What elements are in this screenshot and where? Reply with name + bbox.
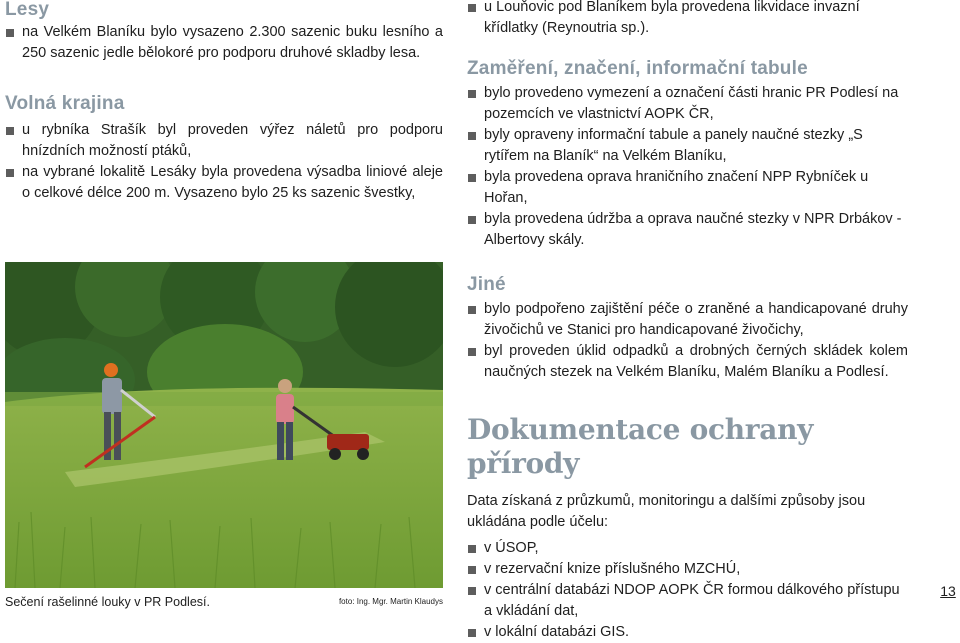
volna-krajina-list <box>5 120 443 204</box>
list-item: u Louňovic pod Blaníkem byla provedena likvidace invazní křídlatky (Reynoutria sp.). <box>467 0 908 39</box>
right-column <box>467 0 908 643</box>
list-item: na Velkém Blaníku bylo vysazeno 2.300 sazenic buku lesního a 250 sazenic jedle bělokoré pro podporu druhové skladby lesa. <box>5 22 443 64</box>
list-item: byl proveden úklid odpadků a drobných černých skládek kolem naučných stezek na Velkém Blaníku, Malém Blaníku a Podlesí. <box>467 341 908 383</box>
section-heading-lesy: Lesy <box>5 0 50 20</box>
section-heading-zamereni: Zaměření, značení, informační tabule <box>467 58 808 79</box>
caption-text: Sečení rašelinné louky v PR Podlesí. <box>5 595 210 609</box>
lesy-list <box>5 22 443 64</box>
right-top-list <box>467 0 908 39</box>
photo-credit: foto: Ing. Mgr. Martin Klaudys <box>338 597 443 606</box>
mowing-photo <box>5 262 443 588</box>
page-number: 13 <box>940 583 956 599</box>
list-item: byla provedena oprava hraničního značení NPP Rybníček u Hořan, <box>467 167 908 209</box>
section-heading-volna-krajina: Volná krajina <box>5 93 125 114</box>
list-item: v lokální databázi GIS. <box>467 622 908 643</box>
list-item: bylo provedeno vymezení a označení části hranic PR Podlesí na pozemcích ve vlastnictví AOPK ČR, <box>467 83 908 125</box>
list-item: bylo podpořeno zajištění péče o zraněné a handicapované druhy živočichů ve Stanici pro handicapované živočichy, <box>467 299 908 341</box>
list-item: byly opraveny informační tabule a panely naučné stezky „S rytířem na Blaník“ na Velkém Blaníku, <box>467 125 908 167</box>
dokumentace-list <box>467 538 908 643</box>
list-item: v ÚSOP, <box>467 538 908 559</box>
left-column <box>5 0 443 204</box>
jine-list <box>467 299 908 383</box>
photo-caption <box>5 594 443 610</box>
list-item: v rezervační knize příslušného MZCHÚ, <box>467 559 908 580</box>
zamereni-list <box>467 83 908 251</box>
meadow-mowing-image <box>5 262 443 588</box>
list-item: byla provedena údržba a oprava naučné stezky v NPR Drbákov - Albertovy skály. <box>467 209 908 251</box>
list-item: v centrální databázi NDOP AOPK ČR formou dálkového přístupu a vkládání dat, <box>467 580 908 622</box>
section-heading-dokumentace: Dokumentace ochrany přírody <box>467 413 814 480</box>
section-heading-jine: Jiné <box>467 274 506 295</box>
dokumentace-intro: Data získaná z průzkumů, monitoringu a dalšími způsoby jsou ukládána podle účelu: <box>467 493 866 530</box>
list-item: u rybníka Strašík byl proveden výřez náletů pro podporu hnízdních možností ptáků, <box>5 120 443 162</box>
list-item: na vybrané lokalitě Lesáky byla provedena výsadba liniové aleje o celkové délce 200 m. Vysazeno bylo 25 ks sazenic švestky, <box>5 162 443 204</box>
